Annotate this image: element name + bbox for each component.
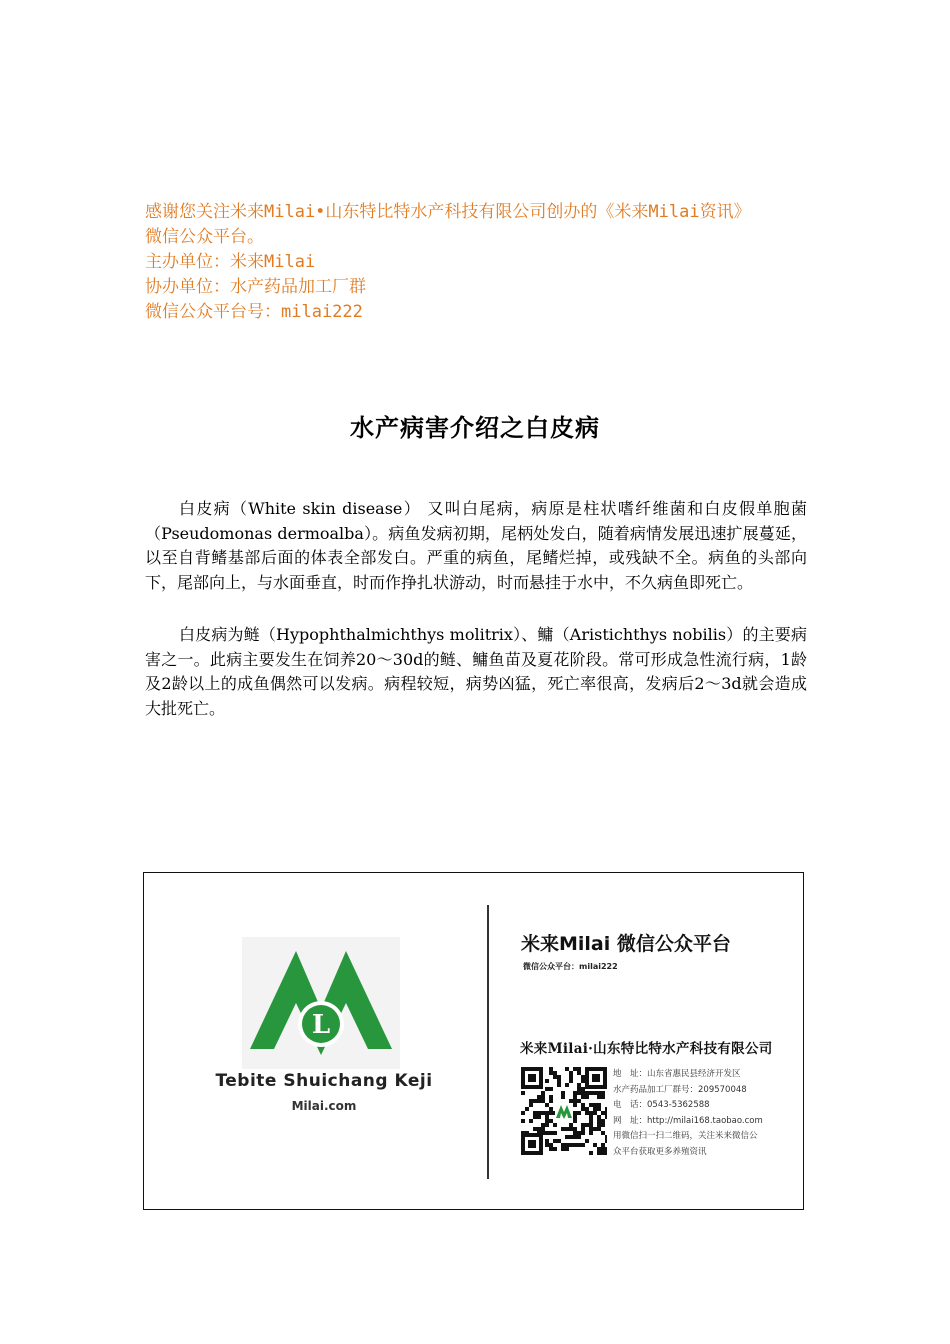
card-divider [487,905,489,1179]
qr-code [521,1067,607,1155]
info-group: 水产药品加工厂群号：209570048 [613,1084,747,1095]
business-card [143,872,804,1210]
milai-logo [242,937,400,1069]
intro-line-2: 微信公众平台。 [145,227,264,247]
intro-line-1: 感谢您关注米来Milai•山东特比特水产科技有限公司创办的《米来Milai资讯》 [145,202,751,222]
intro-block [145,200,815,325]
contact-info [613,1067,763,1160]
co-sponsor-line: 协办单位：水产药品加工厂群 [145,277,366,297]
info-scan-2: 众平台获取更多养殖资讯 [613,1146,707,1157]
sponsor-line: 主办单位：米来Milai [145,252,316,272]
card-subheading: 微信公众平台：milai222 [523,962,618,971]
card-company: 米来Milai·山东特比特水产科技有限公司 [520,1041,773,1057]
account-line: 微信公众平台号：milai222 [145,302,363,322]
brand-name: Tebite Shuichang Keji [215,1071,433,1091]
logo-letter: L [311,1010,331,1040]
info-scan-1: 用微信扫一扫二维码，关注米来微信公 [613,1131,758,1141]
info-website: 网 址：http://milai168.taobao.com [613,1115,763,1126]
document-title: 水产病害介绍之白皮病 [350,413,600,442]
info-address: 地 址：山东省惠民县经济开发区 [613,1069,741,1079]
card-heading: 米来Milai 微信公众平台 [521,933,731,955]
brand-website: Milai.com [291,1099,357,1113]
paragraph-1: 白皮病（White skin disease） 又叫白尾病，病原是柱状嗜纤维菌和白皮假单胞菌（Pseudomonas dermoalba）。病鱼发病初期，尾柄处发白，随着病情发展迅速扩展蔓延，以至自背鳍基部后面的体表全部发白。严重的病鱼，尾鳍烂掉，或残缺不全。病鱼的头部向下，尾部向上，与水面垂直，时而作挣扎状游动，时而悬挂于水中，不久病鱼即死亡。 [145,499,807,592]
paragraph-2: 白皮病为鲢（Hypophthalmichthys molitrix）、鳙（Aristichthys nobilis）的主要病害之一。此病主要发生在饲养20～30d的鲢、鳙鱼苗及夏花阶段。常可形成急性流行病，1龄及2龄以上的成鱼偶然可以发病。病程较短，病势凶猛，死亡率很高，发病后2～3d就会造成大批死亡。 [145,625,807,718]
info-phone: 电 话：0543-5362588 [613,1100,710,1110]
